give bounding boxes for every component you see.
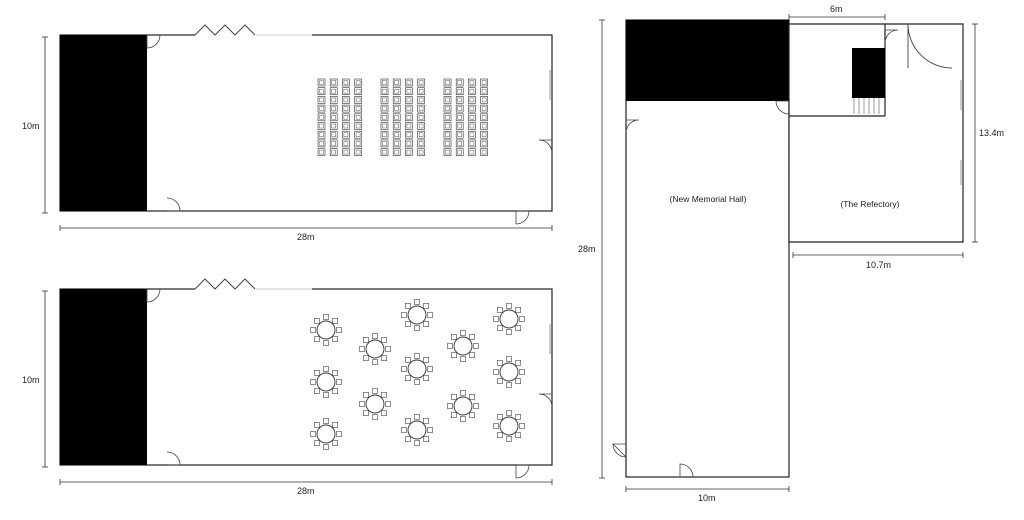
theatre-chair xyxy=(381,123,388,130)
theatre-chair xyxy=(342,149,349,156)
theatre-chair xyxy=(418,88,425,95)
stage-block xyxy=(60,289,147,465)
banquet-chair xyxy=(333,337,338,342)
theatre-chair xyxy=(381,149,388,156)
banquet-chair xyxy=(314,318,319,323)
table-top xyxy=(317,373,335,391)
banquet-chair xyxy=(405,437,410,442)
round-table xyxy=(311,419,342,450)
banquet-chair xyxy=(470,334,475,339)
theatre-chair xyxy=(393,114,400,121)
banquet-chair xyxy=(382,411,387,416)
theatre-chair xyxy=(418,114,425,121)
banquet-chair xyxy=(507,357,512,362)
banquet-chair xyxy=(424,322,429,327)
theatre-chair xyxy=(418,149,425,156)
table-top xyxy=(408,421,426,439)
banquet-chair xyxy=(470,353,475,358)
theatre-chair xyxy=(444,96,451,103)
banquet-chair xyxy=(402,428,407,433)
banquet-chair xyxy=(363,356,368,361)
table-top xyxy=(366,340,384,358)
theatre-chair xyxy=(342,88,349,95)
banquet-chair xyxy=(382,337,387,342)
theatre-chair xyxy=(418,140,425,147)
banquet-chair xyxy=(497,307,502,312)
width-label: 28m xyxy=(297,232,315,242)
banquet-chair xyxy=(402,313,407,318)
banquet-chair xyxy=(497,360,502,365)
theatre-chair xyxy=(355,105,362,112)
stage-block xyxy=(60,35,147,211)
theatre-chair xyxy=(355,88,362,95)
banquet-chair xyxy=(360,347,365,352)
theatre-chair xyxy=(318,114,325,121)
theatre-chair xyxy=(444,131,451,138)
theatre-layout-plan xyxy=(22,25,552,242)
banquet-chair xyxy=(497,326,502,331)
banquet-chair xyxy=(324,419,329,424)
theatre-chair xyxy=(342,131,349,138)
banquet-layout-plan xyxy=(22,279,552,496)
banquet-chair xyxy=(314,441,319,446)
round-table xyxy=(360,334,391,365)
banquet-chair xyxy=(516,433,521,438)
theatre-chair xyxy=(330,88,337,95)
banquet-chair xyxy=(382,356,387,361)
corridor-width-label: 6m xyxy=(830,4,843,14)
banquet-chair xyxy=(373,360,378,365)
banquet-chair xyxy=(337,380,342,385)
theatre-chair xyxy=(342,105,349,112)
banquet-chair xyxy=(363,337,368,342)
banquet-chair xyxy=(415,300,420,305)
banquet-chair xyxy=(314,389,319,394)
banquet-chair xyxy=(448,404,453,409)
theatre-chair xyxy=(405,131,412,138)
banquet-chair xyxy=(324,315,329,320)
banquet-chair xyxy=(516,326,521,331)
banquet-chair xyxy=(451,353,456,358)
theatre-chair xyxy=(444,140,451,147)
theatre-chair xyxy=(444,149,451,156)
banquet-chair xyxy=(386,402,391,407)
banquet-chair xyxy=(324,445,329,450)
theatre-chair xyxy=(444,88,451,95)
banquet-chair xyxy=(314,422,319,427)
banquet-chair xyxy=(428,313,433,318)
banquet-chair xyxy=(415,380,420,385)
theatre-chair xyxy=(444,114,451,121)
banquet-chair xyxy=(402,367,407,372)
banquet-chair xyxy=(314,370,319,375)
banquet-chair xyxy=(461,391,466,396)
banquet-chair xyxy=(363,392,368,397)
hall-length-label: 28m xyxy=(578,244,596,254)
width-label: 28m xyxy=(297,486,315,496)
theatre-chair xyxy=(393,96,400,103)
theatre-chair xyxy=(355,123,362,130)
banquet-chair xyxy=(405,376,410,381)
folding-door-icon xyxy=(195,279,255,289)
banquet-chair xyxy=(333,422,338,427)
banquet-chair xyxy=(360,402,365,407)
theatre-chair xyxy=(444,105,451,112)
stair-block xyxy=(852,48,885,98)
banquet-chair xyxy=(424,418,429,423)
banquet-chair xyxy=(311,432,316,437)
door-icon xyxy=(516,211,529,224)
banquet-chair xyxy=(324,341,329,346)
theatre-chair xyxy=(318,131,325,138)
theatre-chair xyxy=(393,131,400,138)
banquet-chair xyxy=(474,344,479,349)
banquet-chair xyxy=(311,328,316,333)
round-table xyxy=(311,367,342,398)
banquet-chair xyxy=(333,441,338,446)
banquet-chair xyxy=(428,428,433,433)
theatre-chair xyxy=(355,140,362,147)
round-table xyxy=(402,415,433,446)
theatre-chair xyxy=(342,123,349,130)
banquet-chair xyxy=(428,367,433,372)
banquet-chair xyxy=(448,344,453,349)
theatre-chair xyxy=(456,105,463,112)
banquet-chair xyxy=(415,354,420,359)
theatre-chair xyxy=(381,114,388,121)
banquet-chair xyxy=(520,424,525,429)
building-plan xyxy=(578,4,1004,503)
banquet-chair xyxy=(405,418,410,423)
theatre-chair xyxy=(318,123,325,130)
theatre-chair xyxy=(481,131,488,138)
theatre-chair xyxy=(418,123,425,130)
banquet-chair xyxy=(461,331,466,336)
theatre-chair xyxy=(318,140,325,147)
theatre-chair xyxy=(468,123,475,130)
banquet-chair xyxy=(363,411,368,416)
theatre-chair xyxy=(342,96,349,103)
round-table xyxy=(360,389,391,420)
banquet-chair xyxy=(497,414,502,419)
banquet-chair xyxy=(470,394,475,399)
theatre-chair xyxy=(342,114,349,121)
hall-stage-block xyxy=(626,20,789,101)
theatre-chair xyxy=(405,114,412,121)
theatre-chair xyxy=(456,96,463,103)
theatre-chair xyxy=(355,131,362,138)
banquet-chair xyxy=(324,393,329,398)
table-top xyxy=(408,306,426,324)
banquet-chair xyxy=(474,404,479,409)
theatre-chair xyxy=(381,79,388,86)
round-table xyxy=(494,411,525,442)
round-table xyxy=(402,300,433,331)
banquet-chair xyxy=(324,367,329,372)
theatre-chair xyxy=(393,149,400,156)
theatre-chair xyxy=(330,123,337,130)
banquet-chair xyxy=(494,370,499,375)
theatre-chair xyxy=(456,131,463,138)
banquet-chair xyxy=(494,424,499,429)
theatre-chair xyxy=(468,140,475,147)
banquet-chair xyxy=(520,317,525,322)
theatre-chair xyxy=(330,149,337,156)
banquet-chair xyxy=(470,413,475,418)
theatre-chair xyxy=(393,140,400,147)
banquet-chair xyxy=(382,392,387,397)
refectory-width-label: 10.7m xyxy=(866,260,892,270)
round-table xyxy=(402,354,433,385)
theatre-chair xyxy=(481,105,488,112)
theatre-chair xyxy=(444,123,451,130)
door-icon xyxy=(516,465,529,478)
banquet-chair xyxy=(507,330,512,335)
theatre-chair xyxy=(330,96,337,103)
table-top xyxy=(500,417,518,435)
theatre-chair xyxy=(318,149,325,156)
theatre-chair xyxy=(330,140,337,147)
banquet-chair xyxy=(373,415,378,420)
banquet-chair xyxy=(516,414,521,419)
theatre-chair xyxy=(405,140,412,147)
theatre-chair xyxy=(481,140,488,147)
theatre-chair xyxy=(405,79,412,86)
theatre-chair xyxy=(393,123,400,130)
theatre-chair xyxy=(318,105,325,112)
theatre-chair xyxy=(418,131,425,138)
banquet-chair xyxy=(507,383,512,388)
theatre-chair xyxy=(355,149,362,156)
banquet-chair xyxy=(415,415,420,420)
theatre-chair xyxy=(381,140,388,147)
folding-door-icon xyxy=(195,25,255,35)
theatre-chair xyxy=(355,96,362,103)
theatre-chair xyxy=(468,149,475,156)
theatre-chair xyxy=(468,105,475,112)
table-top xyxy=(317,321,335,339)
banquet-chair xyxy=(494,317,499,322)
round-table xyxy=(311,315,342,346)
theatre-chair xyxy=(318,79,325,86)
theatre-chair xyxy=(330,105,337,112)
banquet-chair xyxy=(337,432,342,437)
theatre-chair xyxy=(405,123,412,130)
theatre-chair xyxy=(481,79,488,86)
table-top xyxy=(317,425,335,443)
banquet-chair xyxy=(311,380,316,385)
banquet-chair xyxy=(497,379,502,384)
theatre-chair xyxy=(330,79,337,86)
table-top xyxy=(366,395,384,413)
theatre-chair xyxy=(468,88,475,95)
banquet-chair xyxy=(386,347,391,352)
theatre-chair xyxy=(418,96,425,103)
round-table xyxy=(494,357,525,388)
theatre-chair xyxy=(468,114,475,121)
banquet-chair xyxy=(520,370,525,375)
banquet-chair xyxy=(333,318,338,323)
banquet-chair xyxy=(405,322,410,327)
theatre-chair xyxy=(342,140,349,147)
banquet-chair xyxy=(451,413,456,418)
theatre-chair xyxy=(393,105,400,112)
banquet-chair xyxy=(415,441,420,446)
theatre-chair xyxy=(393,88,400,95)
theatre-chair xyxy=(393,79,400,86)
hall-label: (New Memorial Hall) xyxy=(669,194,747,204)
theatre-chair xyxy=(381,88,388,95)
banquet-chair xyxy=(405,303,410,308)
banquet-chair xyxy=(451,334,456,339)
banquet-chair xyxy=(415,326,420,331)
banquet-chair xyxy=(507,437,512,442)
banquet-chair xyxy=(424,376,429,381)
theatre-chair xyxy=(318,88,325,95)
theatre-chair xyxy=(456,140,463,147)
theatre-chair xyxy=(330,131,337,138)
theatre-chair xyxy=(481,149,488,156)
round-table xyxy=(448,391,479,422)
banquet-chair xyxy=(424,357,429,362)
theatre-chair xyxy=(381,105,388,112)
theatre-chair xyxy=(405,149,412,156)
theatre-chair xyxy=(456,88,463,95)
table-top xyxy=(500,363,518,381)
theatre-chair xyxy=(405,105,412,112)
banquet-chair xyxy=(507,304,512,309)
banquet-chair xyxy=(451,394,456,399)
theatre-chair xyxy=(330,114,337,121)
height-label: 10m xyxy=(22,121,40,131)
banquet-chair xyxy=(497,433,502,438)
theatre-chair xyxy=(342,79,349,86)
theatre-chair xyxy=(481,114,488,121)
banquet-chair xyxy=(461,417,466,422)
theatre-chair xyxy=(456,79,463,86)
table-top xyxy=(454,337,472,355)
theatre-chair xyxy=(481,88,488,95)
refectory-label: (The Refectory) xyxy=(840,199,900,209)
table-top xyxy=(454,397,472,415)
banquet-chair xyxy=(373,334,378,339)
banquet-chair xyxy=(507,411,512,416)
banquet-chair xyxy=(516,307,521,312)
theatre-chair xyxy=(418,105,425,112)
theatre-chair xyxy=(444,79,451,86)
theatre-chair xyxy=(405,96,412,103)
theatre-chair xyxy=(381,96,388,103)
theatre-chair xyxy=(456,123,463,130)
table-top xyxy=(500,310,518,328)
theatre-chair xyxy=(456,149,463,156)
refectory-depth-label: 13.4m xyxy=(979,128,1005,138)
height-label: 10m xyxy=(22,375,40,385)
banquet-chair xyxy=(373,389,378,394)
banquet-chair xyxy=(405,357,410,362)
banquet-chair xyxy=(314,337,319,342)
banquet-chair xyxy=(333,389,338,394)
hall-width-label: 10m xyxy=(698,493,716,503)
banquet-chair xyxy=(516,379,521,384)
banquet-chair xyxy=(424,303,429,308)
round-table xyxy=(494,304,525,335)
theatre-chair xyxy=(481,96,488,103)
banquet-chair xyxy=(424,437,429,442)
banquet-chair xyxy=(337,328,342,333)
theatre-chair xyxy=(456,114,463,121)
round-table xyxy=(448,331,479,362)
theatre-chair xyxy=(468,96,475,103)
theatre-chair xyxy=(468,79,475,86)
theatre-chair xyxy=(381,131,388,138)
theatre-chair xyxy=(318,96,325,103)
theatre-chair xyxy=(481,123,488,130)
theatre-chair xyxy=(468,131,475,138)
table-top xyxy=(408,360,426,378)
banquet-chair xyxy=(461,357,466,362)
theatre-chair xyxy=(418,79,425,86)
theatre-chair xyxy=(355,114,362,121)
theatre-chair xyxy=(405,88,412,95)
banquet-chair xyxy=(516,360,521,365)
banquet-chair xyxy=(333,370,338,375)
theatre-chair xyxy=(355,79,362,86)
